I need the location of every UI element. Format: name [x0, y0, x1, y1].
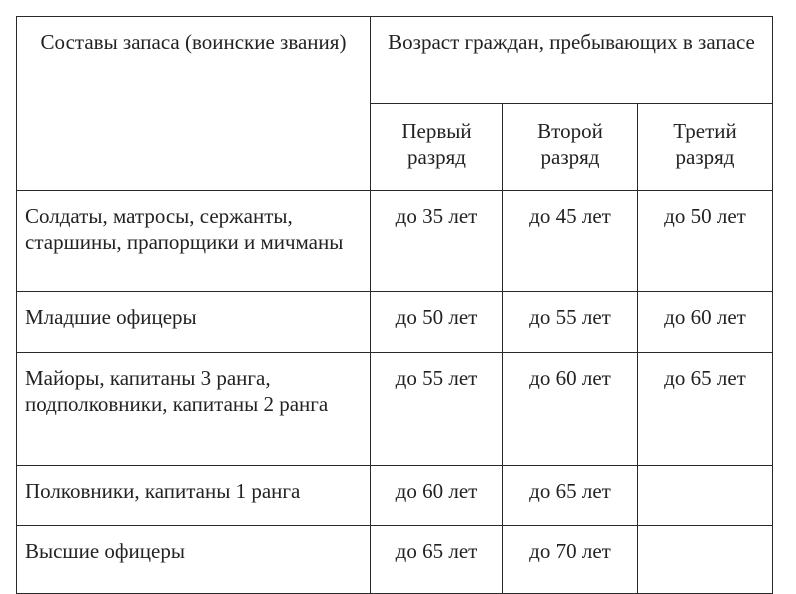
row-third-rank-age: до 50 лет	[638, 191, 773, 292]
header-category	[17, 17, 371, 191]
row-first-rank-age: до 55 лет	[371, 353, 503, 466]
table-row	[17, 526, 773, 594]
table-row	[17, 292, 773, 353]
row-category: Майоры, капитаны 3 ранга, подполковники, капитаны 2 ранга	[17, 353, 371, 466]
header-age-group	[371, 17, 773, 104]
row-second-rank-age: до 65 лет	[503, 466, 638, 526]
row-third-rank-age: до 60 лет	[638, 292, 773, 353]
row-first-rank-age: до 50 лет	[371, 292, 503, 353]
row-first-rank-age: до 35 лет	[371, 191, 503, 292]
header-rank-first-label: Первый разряд	[401, 119, 472, 169]
row-third-rank-age: до 65 лет	[638, 353, 773, 466]
row-category: Высшие офицеры	[17, 526, 371, 594]
header-rank-second	[503, 104, 638, 191]
header-rank-third-label: Третий разряд	[673, 119, 737, 169]
row-third-rank-age	[638, 526, 773, 594]
header-rank-third	[638, 104, 773, 191]
row-first-rank-age: до 65 лет	[371, 526, 503, 594]
header-rank-first	[371, 104, 503, 191]
table-row	[17, 353, 773, 466]
row-second-rank-age: до 60 лет	[503, 353, 638, 466]
row-category: Полковники, капитаны 1 ранга	[17, 466, 371, 526]
header-category-label: Составы запаса (воинские звания)	[40, 30, 347, 54]
header-rank-second-label: Второй разряд	[537, 119, 603, 169]
table-row	[17, 466, 773, 526]
row-first-rank-age: до 60 лет	[371, 466, 503, 526]
row-second-rank-age: до 55 лет	[503, 292, 638, 353]
row-third-rank-age	[638, 466, 773, 526]
row-category: Солдаты, матросы, сержанты, старшины, прапорщики и мичманы	[17, 191, 371, 292]
header-age-group-label: Возраст граждан, пребывающих в запасе	[388, 30, 755, 54]
reserve-age-table	[16, 16, 773, 594]
row-second-rank-age: до 45 лет	[503, 191, 638, 292]
row-category: Младшие офицеры	[17, 292, 371, 353]
row-second-rank-age: до 70 лет	[503, 526, 638, 594]
table-row	[17, 191, 773, 292]
